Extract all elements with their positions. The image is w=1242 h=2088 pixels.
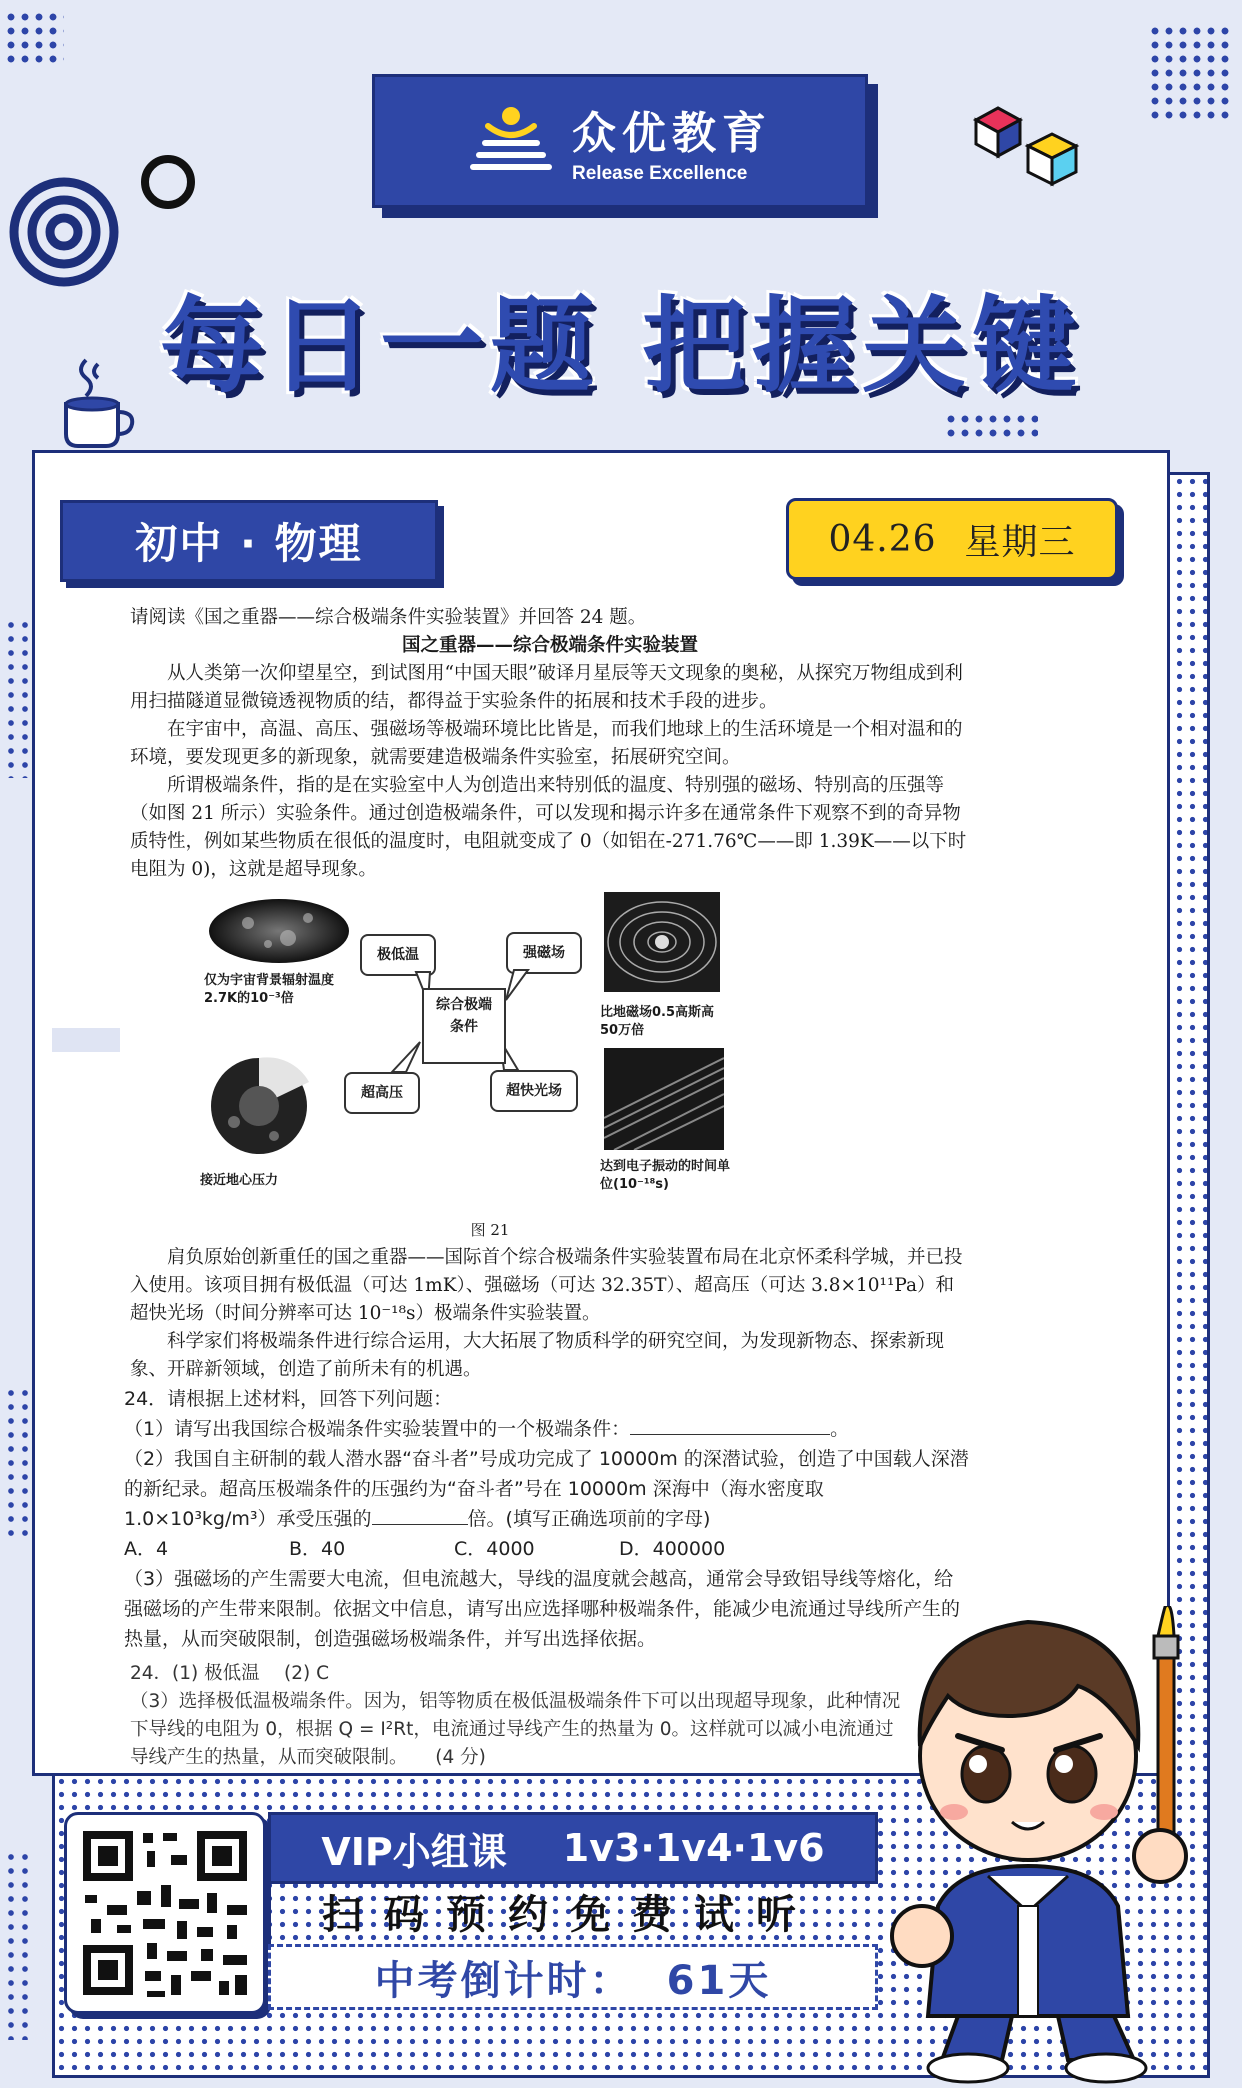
- bubble-strong-mag: 强磁场: [506, 932, 582, 974]
- question-document: [124, 604, 970, 1772]
- vip-formats: 1v3·1v4·1v6: [562, 1826, 825, 1870]
- question-1: （1）请写出我国综合极端条件实验装置中的一个极端条件： 。: [124, 1418, 850, 1440]
- brand-slogan: Release Excellence: [572, 163, 748, 184]
- decor-dots-left-lower: [4, 1386, 28, 1536]
- doc-paragraph-3: 所谓极端条件，指的是在实验室中人为创造出来特别低的温度、特别强的磁场、特别高的压强等（如图 21 所示）实验条件。通过创造极端条件，可以发现和揭示许多在通常条件下观察不到的奇异物质特性，例如某些物质在很低的温度时，电阻就变成了 0（如铝在-271.76℃——即 1.39K——以下时电阻为 0)，这就是超导现象。: [130, 775, 967, 880]
- brand-name: 众优教育: [572, 108, 772, 159]
- date-day: 04.26: [828, 518, 937, 560]
- qr-code[interactable]: [64, 1812, 266, 2014]
- answer-blank-2[interactable]: [372, 1524, 468, 1525]
- figure-caption: 图 21: [470, 1221, 510, 1239]
- question-stem: 24．请根据上述材料，回答下列问题：: [124, 1388, 453, 1410]
- countdown-value: 61天: [666, 1957, 772, 2004]
- option-d[interactable]: D．400000: [619, 1538, 726, 1560]
- question-2-options: [124, 1534, 970, 1564]
- doc-title: 国之重器——综合极端条件实验装置: [401, 635, 698, 656]
- question-2: （2）我国自主研制的载人潜水器“奋斗者”号成功完成了 10000m 的深潜试验，创造了中国载人深潜的新纪录。超高压极端条件的压强约为“奋斗者”号在 10000m 深海中（海水密度取 1.0×10³kg/m³）承受压强的 倍。(填写正确选项前的字母): [124, 1448, 969, 1530]
- magnetic-field-image: [604, 892, 720, 992]
- question-block: [124, 1384, 970, 1654]
- decor-dots-top-right: [1148, 24, 1232, 122]
- bubble-fast-light: 超快光场: [490, 1070, 578, 1112]
- doc-paragraph-2: 在宇宙中，高温、高压、强磁场等极端环境比比皆是，而我们地球上的生活环境是一个相对温和的环境，要发现更多的新现象，就需要建造极端条件实验室，拓展研究空间。: [130, 719, 963, 768]
- bubble-low-temp: 极低温: [360, 934, 436, 976]
- ultrafast-light-image: [604, 1048, 724, 1150]
- date-badge: [786, 498, 1118, 580]
- answer-3: （3）选择极低温极端条件。因为，铝等物质在极低温极端条件下可以出现超导现象，此种情况下导线的电阻为 0，根据 Q = I²Rt，电流通过导线产生的热量为 0。这样就可以减小电流通过导线产生的热量，从而突破限制。 (4 分): [130, 1691, 901, 1768]
- bubble-high-press: 超高压: [344, 1072, 420, 1114]
- brand-logo-banner: [372, 74, 868, 208]
- note-cosmic: 仅为宇宙背景辐射温度2.7K的10⁻³倍: [204, 973, 335, 1006]
- subject-badge: 初中 · 物理: [60, 500, 438, 582]
- figure-21: [130, 892, 970, 1214]
- doc-paragraph-1: 从人类第一次仰望星空，到试图用“中国天眼”破译月星辰等天文现象的奥秘，从探究万物组成到利用扫描隧道显微镜透视物质的结，都得益于实验条件的拓展和技术手段的进步。: [130, 663, 963, 712]
- note-core: 接近地心压力: [200, 1173, 279, 1188]
- mascot-boy-illustration: [868, 1606, 1198, 2084]
- figure-center-label: 综合极端条件: [436, 997, 492, 1035]
- decor-dots-left: [4, 618, 28, 778]
- doc-intro: 请阅读《国之重器——综合极端条件实验装置》并回答 24 题。: [130, 607, 647, 628]
- figure-center-box: [422, 988, 506, 1064]
- option-a[interactable]: A．4: [124, 1538, 169, 1560]
- qr-code-icon: [67, 1815, 263, 2011]
- page-headline: 每日一题 把握关键: [159, 285, 1083, 407]
- answer-block: [130, 1660, 970, 1772]
- doc-paragraph-5: 科学家们将极端条件进行综合运用，大大拓展了物质科学的研究空间，为发现新物态、探索新现象、开辟新领域，创造了前所未有的机遇。: [130, 1331, 945, 1380]
- decor-dots-mid-right: [944, 412, 1038, 442]
- scan-cta[interactable]: 扫码预约免费试听: [322, 1891, 818, 1938]
- figure-connectors: [130, 892, 630, 1152]
- note-earth-mag: 比地磁场0.5高斯高50万倍: [600, 1005, 715, 1038]
- decor-dots-top-left: [4, 10, 64, 66]
- brand-logo-icon: [468, 104, 554, 178]
- small-ring-decor: [138, 152, 198, 212]
- panel-side-marker: [52, 1028, 120, 1052]
- vip-label: VIP小组课: [321, 1829, 507, 1874]
- vip-banner[interactable]: [268, 1812, 878, 1884]
- cubes-decor-top: [968, 98, 1086, 194]
- question-3: （3）强磁场的产生需要大电流，但电流越大，导线的温度就会越高，通常会导致铝导线等熔化，给强磁场的产生带来限制。依据文中信息，请写出应选择哪种极端条件，能减少电流通过导线所产生的热量，从而突破限制，创造强磁场极端条件，并写出选择依据。: [124, 1568, 961, 1650]
- option-b[interactable]: B．40: [289, 1538, 346, 1560]
- exam-countdown: [268, 1944, 878, 2010]
- answer-1-2: 24．(1) 极低温 (2) C: [130, 1663, 330, 1684]
- date-weekday: 星期三: [964, 521, 1076, 563]
- decor-dots-left-bottom: [4, 1850, 28, 2040]
- note-electron: 达到电子振动的时间单位(10⁻¹⁸s): [600, 1159, 731, 1192]
- doc-paragraph-4: 肩负原始创新重任的国之重器——国际首个综合极端条件实验装置布局在北京怀柔科学城，并已投入使用。该项目拥有极低温（可达 1mK）、强磁场（可达 32.35T）、超高压（可达 3.8×10¹¹Pa）和超快光场（时间分辨率可达 10⁻¹⁸s）极端条件实验装置。: [130, 1247, 963, 1324]
- option-c[interactable]: C．4000: [454, 1538, 535, 1560]
- answer-blank-1[interactable]: [630, 1434, 830, 1435]
- countdown-label: 中考倒计时：: [374, 1957, 633, 2004]
